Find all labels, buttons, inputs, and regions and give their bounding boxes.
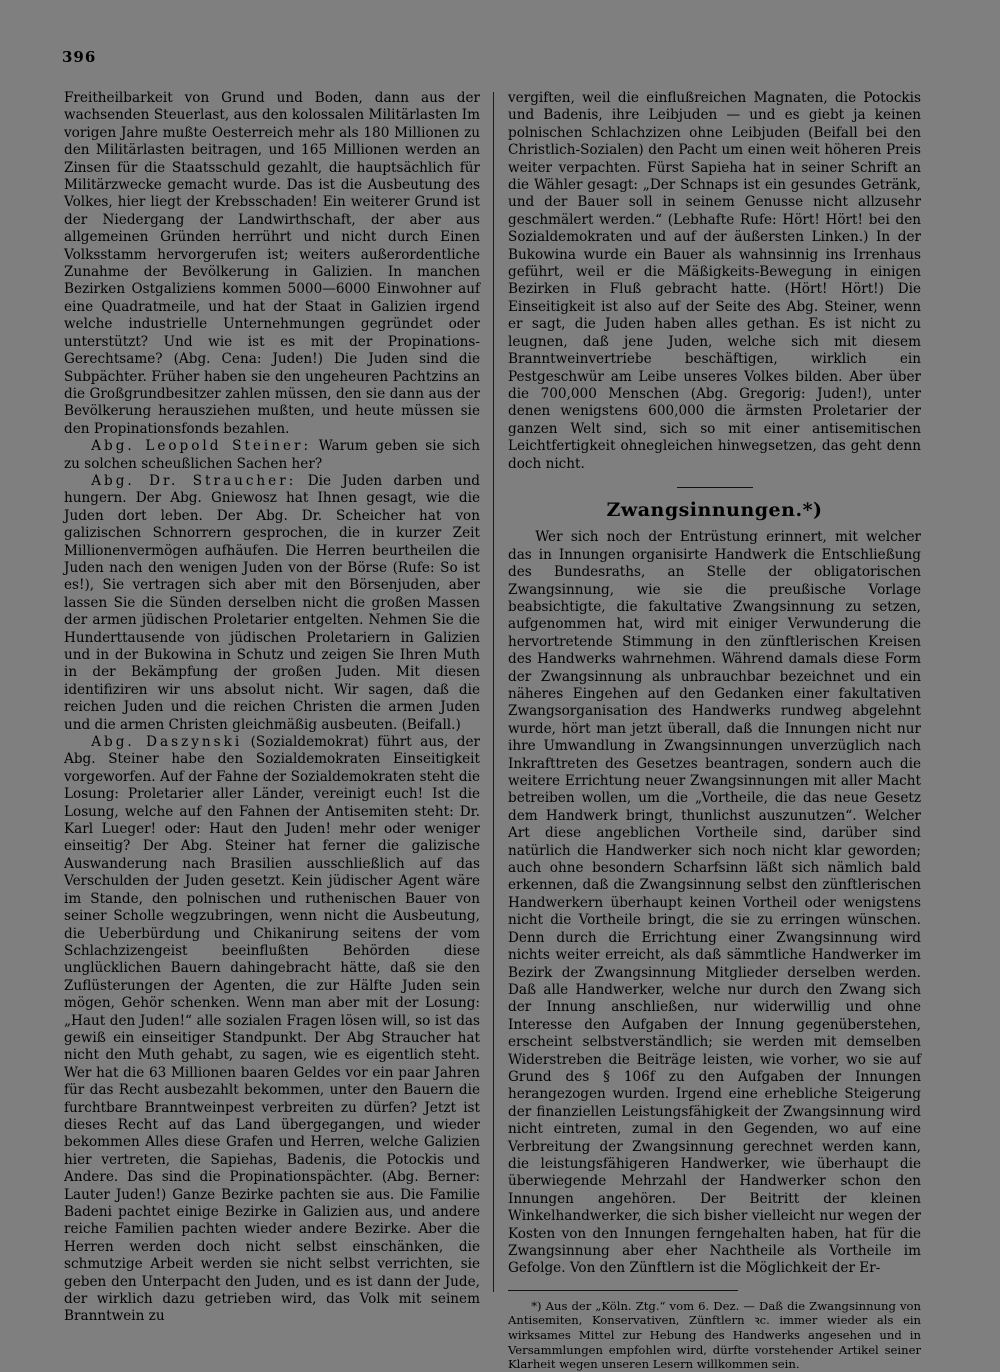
paragraph-daszynski	[64, 734, 480, 1326]
section-title: Zwangsinnungen.*)	[606, 498, 823, 521]
page-number: 396	[62, 48, 97, 66]
paragraph-intro: Freitheilbarkeit von Grund und Boden, dann aus der wachsenden Steuerlast, aus den kolossalen Militärlasten Im vorigen Jahre mußte Oesterreich mehr als 180 Millionen zu den Militärlasten beitragen, und 165 Millionen werden an Zinsen für die Staatsschuld gezahlt, die hauptsächlich für Militärzwecke gemacht wurde. Das ist die Ausbeutung des Volkes, hier liegt der Krebsschaden! Ein weiterer Grund ist der Niedergang der Landwirthschaft, der aber aus allgemeinen Gründen herrührt und nicht durch Einen Volksstamm hervorgerufen ist; weiters außerordentliche Zunahme der Bevölkerung in Galizien. In manchen Bezirken Ostgaliziens kommen 5000—6000 Einwohner auf eine Quadratmeile, und hat der Staat in Galizien irgend welche industrielle Unternehmungen gegründet oder unterstützt? Und wie ist es mit der Propinations-Gerechtsame? (Abg. Cena: Juden!) Die Juden sind die Subpächter. Früher haben sie den ungeheuren Pachtzins an die Großgrundbesitzer zahlen müssen, den sie dann aus der Bevölkerung herausziehen mußten, und heute müssen sie den Propinationsfonds bezahlen.	[64, 90, 480, 437]
paragraph-continuation: vergiften, weil die einflußreichen Magnaten, die Potockis und Badenis, ihre Leibjuden — und es giebt ja keinen polnischen Schlachzizen ohne Leibjuden (Beifall bei den Christlich-Sozialen) den Pacht um einen weit höheren Preis weiter verpachten. Fürst Sapieha hat in seiner Schrift an die Wähler gesagt: „Der Schnaps ist ein gesundes Getränk, und der Bauer soll in seinem Genusse nicht allzusehr geschmälert werden.“ (Lebhafte Rufe: Hört! Hört! bei den Sozialdemokraten und auf der äußersten Linken.) In der Bukowina wurde ein Bauer als wahnsinnig ins Irrenhaus geführt, weil er die Mäßigkeits-Bewegung in einigen Bezirken in Fluß gebracht hatte. (Hört! Hört!) Die Einseitigkeit ist also auf der Seite des Abg. Steiner, wenn er sagt, die Juden haben alles gethan. Es ist nicht zu leugnen, daß jene Juden, welche sich mit diesem Branntweinvertriebe beschäftigen, wirklich ein Pestgeschwür am Leibe unseres Volkes bilden. Aber über die 700,000 Menschen (Abg. Gregorig: Juden!), unter denen wenigstens 600,000 die ärmsten Proletarier der ganzen Welt sind, sich so mit einer antisemitischen Leichtfertigkeit ohnegleichen hinwegsetzen, das geht denn doch nicht.	[508, 90, 921, 472]
paragraph-zwangsinnungen: Wer sich noch der Entrüstung erinnert, mit welcher das in Innungen organisirte Handwerk die Entschließung des Bundesraths, an Stelle der obligatorischen Zwangsinnung, wie sie die preußische Vorlage beabsichtigte, die fakultative Zwangsinnung zu setzen, aufgenommen hat, wird mit einiger Verwunderung die hervortretende Stimmung in den zünftlerischen Kreisen des Handwerks wahrnehmen. Während damals diese Form der Zwangsinnung als unbrauchbar bezeichnet und ein näheres Eingehen auf den Gedanken einer fakultativen Zwangsorganisation des Handwerks rundweg abgelehnt wurde, hört man jetzt überall, daß die Innungen nicht nur ihre Umwandlung in Zwangsinnungen unverzüglich nach Inkrafttreten des Gesetzes beantragen, sondern auch die weitere Errichtung neuer Zwangsinnungen mit aller Macht betreiben wollen, um die „Vortheile, die das neue Gesetz dem Handwerk bringt, thunlichst auszunutzen“. Welcher Art diese angeblichen Vortheile sind, darüber sind natürlich die Handwerker sich noch nicht klar geworden; auch ohne besondern Scharfsinn läßt sich nämlich bald erkennen, daß die Zwangsinnung selbst den zünftlerischen Handwerkern überhaupt keinen Vortheil oder wenigstens nicht die Vortheile bringt, die sie zu erringen wünschen. Denn durch die Errichtung einer Zwangsinnung wird nichts weiter erreicht, als daß sämmtliche Handwerker im Bezirk der Zwangsinnung Mitglieder derselben werden. Daß alle Handwerker, welche nur durch den Zwang sich der Innung anschließen, nur widerwillig und ohne Interesse den Aufgaben der Innung gegenüberstehen, erscheint selbstverständlich; sie werden mit demselben Widerstreben die Beiträge leisten, wie vorher, wo sie auf Grund des § 106f zu den Aufgaben der Innungen herangezogen wurden. Irgend eine erhebliche Steigerung der finanziellen Leistungsfähigkeit der Zwangsinnung wird nicht eintreten, zumal in den Gegenden, wo auf eine Verbreitung der Zwangsinnung gerechnet werden kann, die leistungsfähigeren Handwerker, wie überhaupt die überwiegende Mehrzahl der Handwerker schon den Innungen angehören. Der Beitritt der kleinen Winkelhandwerker, die sich bisher vielleicht nur wegen der Kosten von den Innungen ferngehalten haben, hat für die Zwangsinnung aber eher Nachtheile als Vortheile im Gefolge. Von den Zünftlern ist die Möglichkeit der Er-	[508, 529, 921, 1277]
left-column	[64, 90, 480, 1326]
right-column	[508, 90, 921, 1372]
speaker-name: Abg. Leopold Steiner:	[91, 438, 312, 455]
paragraph-steiner	[64, 438, 480, 473]
paragraph-straucher	[64, 473, 480, 734]
speech-text: Die Juden darben und hungern. Der Abg. Gniewosz hat Ihnen gesagt, wie die Juden dort leben. Der Abg. Dr. Scheicher hat von galizischen Schnorrern gesprochen, die in kurzer Zeit Millionenvermögen aufhäufen. Die Herren beurtheilen die Juden nach den wenigen Juden von der Börse (Rufe: So ist es!), Sie vertragen sich aber mit den Börsenjuden, aber lassen Sie die Sünden derselben nicht die großen Massen der armen jüdischen Proletarier entgelten. Nehmen Sie die Hunderttausende von jüdischen Proletariern in Galizien und in der Bukowina in Schutz und zeigen Sie Ihren Muth in der Bekämpfung der großen Juden. Mit diesen identifiziren wir uns absolut nicht. Wir sagen, daß die reichen Juden und die reichen Christen die armen Juden und die armen Christen gleichmäßig ausbeuten. (Beifall.)	[64, 472, 481, 733]
column-divider	[493, 92, 494, 1292]
footnote: *) Aus der „Köln. Ztg.“ vom 6. Dez. — Daß die Zwangsinnung von Antisemiten, Konservativen, Zünftlern ꝛc. immer wieder als ein wirksames Mittel zur Hebung des Handwerks angesehen und in Versammlungen empfohlen wird, dürfte vorstehender Artikel seiner Klarheit wegen unseren Lesern willkommen sein.	[508, 1298, 921, 1372]
footnote-rule	[508, 1290, 738, 1291]
speech-text: (Sozialdemokrat) führt aus, der Abg. Steiner habe den Sozialdemokraten Einseitigkeit vorgeworfen. Auf der Fahne der Sozialdemokraten steht die Losung: Proletarier aller Länder, vereinigt euch! Ist die Losung, welche auf den Fahnen der Antisemiten steht: Dr. Karl Lueger! oder: Haut den Juden! mehr oder weniger einseitig? Der Abg. Steiner hat ferner die galizische Auswanderung nach Brasilien ausschließlich auf das Verschulden der Juden gesetzt. Kein jüdischer Agent wäre im Stande, den polnischen und ruthenischen Bauer von seiner Scholle wegzubringen, wenn nicht die Ausbeutung, die Ueberbürdung und Chikanirung seitens der vom Schlachzizengeist beeinflußten Behörden diese unglücklichen Bauern dahingebracht hätte, daß sie den Zuflüsterungen der Agenten, die zur Hälfte Juden sein mögen, Gehör schenken. Wenn man aber mit der Losung: „Haut den Juden!“ alle sozialen Fragen lösen will, so ist das gewiß ein einseitiger Standpunkt. Der Abg Straucher hat nicht den Muth gehabt, zu sagen, wie es eigentlich steht. Wer hat die 63 Millionen baaren Geldes vor ein paar Jahren für das Recht ausbezahlt bekommen, unter den Bauern die furchtbare Branntweinpest verbreiten zu dürfen? Jetzt ist dieses Recht auf das Land übergegangen, und wieder bekommen Alles diese Grafen und Herren, welche Galizien hier vertreten, die Sapiehas, Badenis, die Potockis und Andere. Das sind die Propinationspächter. (Abg. Berner: Lauter Juden!) Ganze Bezirke pachten sie aus. Die Familie Badeni pachtet einige Bezirke in Galizien aus, und andere reiche Familien pachten wieder andere Bezirke. Aber die Herren werden doch nicht selbst einschänken, die schmutzige Arbeit werden sie nicht selbst verrichten, sie geben den Unterpacht den Juden, und es ist dann der Jude, der wirklich dazu getrieben wird, das Volk mit seinem Branntwein zu	[64, 734, 480, 1325]
section-separator	[677, 487, 753, 488]
speaker-name: Abg. Daszynski	[91, 734, 243, 751]
speech-text: Warum geben sie sich zu solchen scheußlichen Sachen her?	[64, 438, 480, 472]
speaker-name: Abg. Dr. Straucher:	[91, 472, 297, 489]
